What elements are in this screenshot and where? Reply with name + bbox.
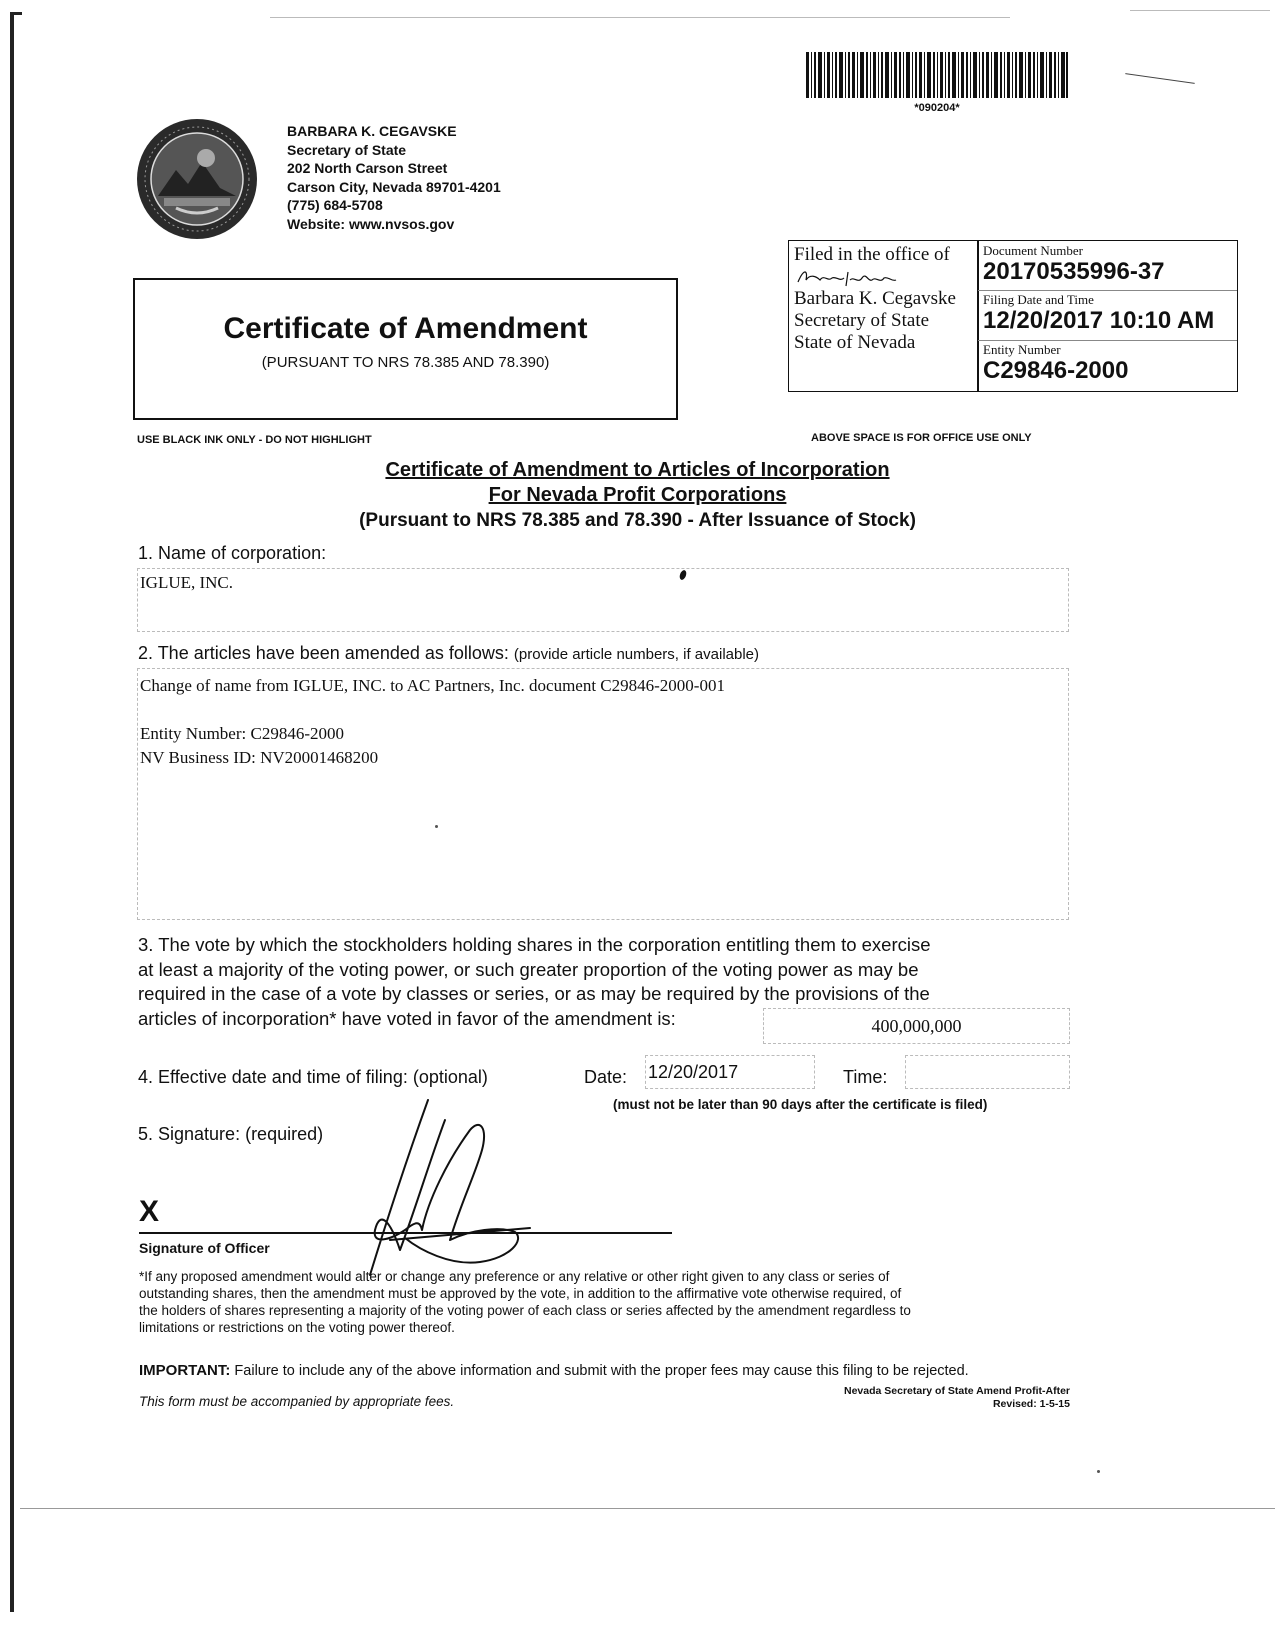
filed-state: State of Nevada [794, 332, 916, 353]
corporation-name-field[interactable] [137, 568, 1069, 632]
form-id [770, 1385, 1070, 1411]
amendment-line: Entity Number: C29846-2000 [140, 724, 344, 743]
secretary-info [287, 122, 501, 233]
important-text: Failure to include any of the above information and submit with the proper fees may cause this filing to be rejected. [234, 1363, 969, 1379]
vote-count-value: 400,000,000 [871, 1016, 962, 1036]
secretary-name: BARBARA K. CEGAVSKE [287, 123, 457, 139]
effective-date-field[interactable] [645, 1055, 815, 1089]
filing-datetime: 12/20/2017 10:10 AM [983, 307, 1215, 334]
scan-edge-top [270, 17, 1010, 18]
filing-datetime-label: Filing Date and Time [983, 292, 1094, 307]
effective-date-value: 12/20/2017 [648, 1062, 739, 1082]
q4-label: 4. Effective date and time of filing: (optional) [138, 1067, 488, 1087]
signature-x-mark: X [139, 1195, 160, 1228]
q5-label: 5. Signature: (required) [138, 1124, 324, 1144]
amendment-line: NV Business ID: NV20001468200 [140, 748, 379, 767]
form-title-line1: Certificate of Amendment to Articles of Incorporation [385, 459, 890, 481]
nevada-seal-icon [136, 118, 258, 240]
footnote-line: *If any proposed amendment would alter or change any preference or any relative or other right given to any class or series of [139, 1269, 890, 1284]
amendment-line: Change of name from IGLUE, INC. to AC Partners, Inc. document C29846-2000-001 [140, 676, 725, 695]
amendment-text-field[interactable] [137, 668, 1069, 920]
scan-edge-bottom [20, 1508, 1275, 1509]
q2-label-text: 2. The articles have been amended as follows: [138, 643, 509, 663]
q4-note: (must not be later than 90 days after the certificate is filed) [613, 1097, 988, 1112]
filed-office-text [794, 244, 956, 354]
officer-signature[interactable] [330, 1090, 590, 1290]
footnote [139, 1268, 1074, 1336]
q3-line: at least a majority of the voting power, or such greater proportion of the voting power as may be [138, 958, 919, 980]
barcode [806, 52, 1068, 98]
footnote-line: limitations or restrictions on the voting power thereof. [139, 1320, 455, 1335]
scan-mark [1125, 73, 1194, 84]
barcode-number: *090204* [914, 102, 960, 114]
filed-title: Secretary of State [794, 310, 930, 331]
scan-edge-top-right [1130, 10, 1270, 11]
date-label: Date: [584, 1067, 628, 1087]
effective-time-field[interactable] [905, 1055, 1070, 1089]
ink-speck [1097, 1470, 1100, 1473]
footnote-line: outstanding shares, then the amendment must be approved by the vote, in addition to the affirmative vote otherwise required, of [139, 1286, 902, 1301]
form-title-line2: For Nevada Profit Corporations [488, 484, 787, 506]
filing-stamp-divider [977, 240, 979, 392]
q3-line: required in the case of a vote by classes or series, or as may be required by the provisions of the [138, 983, 930, 1004]
office-website: Website: www.nvsos.gov [287, 215, 455, 232]
entity-number-label: Entity Number [983, 342, 1061, 357]
form-revised: Revised: 1-5-15 [992, 1398, 1070, 1410]
q2-hint: (provide article numbers, if available) [513, 646, 760, 663]
document-number-label: Document Number [983, 243, 1084, 258]
certificate-box [133, 278, 678, 420]
q1-label: 1. Name of corporation: [138, 543, 327, 563]
form-title-line3: (Pursuant to NRS 78.385 and 78.390 - After Issuance of Stock) [359, 510, 916, 531]
scan-edge-cap [10, 12, 22, 15]
q3-line: articles of incorporation* have voted in favor of the amendment is: [138, 1007, 676, 1029]
office-city: Carson City, Nevada 89701-4201 [287, 178, 501, 195]
q3-line: 3. The vote by which the stockholders holding shares in the corporation entitling them to exercise [138, 934, 931, 955]
amendment-text [140, 674, 725, 770]
office-street: 202 North Carson Street [287, 160, 448, 176]
filed-name: Barbara K. Cegavske [794, 288, 956, 309]
time-label: Time: [843, 1067, 888, 1087]
corporation-name-value: IGLUE, INC. [140, 573, 234, 592]
signature-caption: Signature of Officer [139, 1240, 270, 1256]
entity-number: C29846-2000 [983, 357, 1129, 384]
ink-notice: USE BLACK INK ONLY - DO NOT HIGHLIGHT [137, 434, 372, 446]
important-notice [139, 1362, 969, 1379]
footnote-line: the holders of shares representing a majority of the voting power of each class or series affected by the amendment regardless to [139, 1303, 911, 1318]
vote-count-field[interactable] [763, 1008, 1070, 1044]
document-number: 20170535996-37 [983, 258, 1165, 285]
filing-stamp-rule [978, 290, 1237, 291]
q2-label [138, 643, 759, 664]
office-phone: (775) 684-5708 [287, 197, 383, 213]
certificate-title: Certificate of Amendment [223, 312, 588, 345]
fees-note: This form must be accompanied by appropriate fees. [139, 1394, 455, 1409]
secretary-signature [796, 266, 916, 290]
form-id-name: Nevada Secretary of State Amend Profit-After [843, 1385, 1070, 1397]
secretary-title: Secretary of State [287, 141, 407, 158]
scan-edge-left [10, 12, 14, 1612]
certificate-subtitle: (PURSUANT TO NRS 78.385 AND 78.390) [261, 354, 550, 371]
filed-line: Filed in the office of [794, 244, 950, 265]
important-label: IMPORTANT: [139, 1362, 231, 1379]
office-use-notice: ABOVE SPACE IS FOR OFFICE USE ONLY [811, 432, 1032, 444]
filing-stamp-rule [978, 340, 1237, 341]
